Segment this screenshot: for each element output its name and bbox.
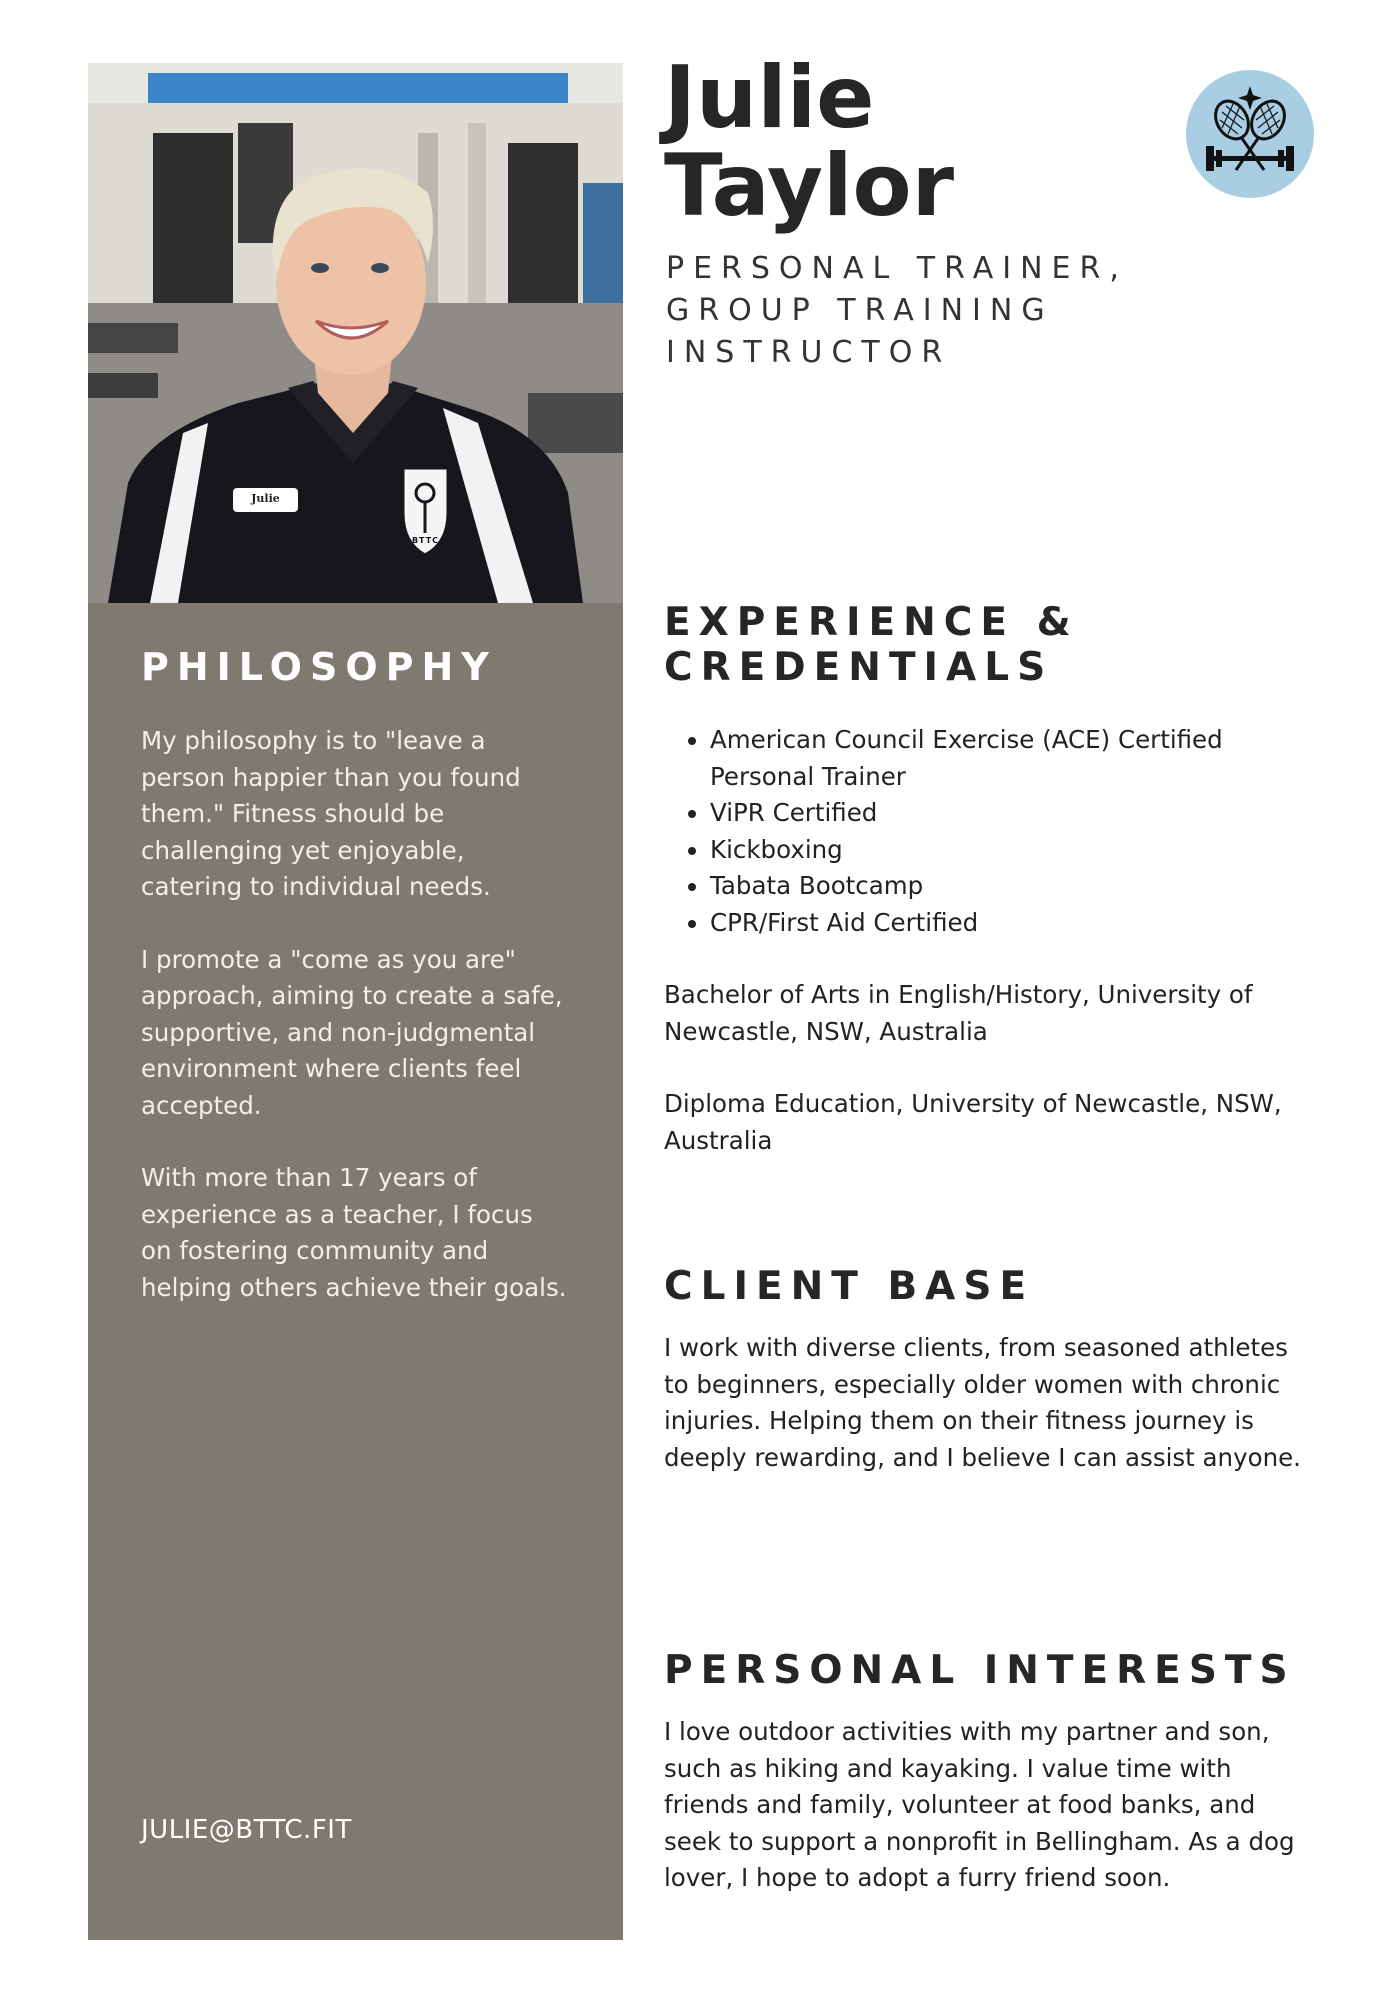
credential-item: • Tabata Bootcamp — [710, 868, 1314, 905]
credential-item: • CPR/First Aid Certified — [710, 905, 1314, 942]
job-title — [666, 248, 1266, 374]
philosophy-paragraph: I promote a "come as you are" approach, aiming to create a safe, supportive, and non-judgmental environment where clients feel accepted. — [141, 944, 563, 1120]
interests-paragraph: I love outdoor activities with my partner and son, such as hiking and kayaking. I value time with friends and family, volunteer at food banks, and seek to support a nonprofit in Bellingham. As a dog lover, I hope to adopt a furry friend soon. — [664, 1717, 1295, 1892]
credential-item: • Kickboxing — [710, 832, 1314, 869]
philosophy-text — [141, 723, 571, 1342]
shirt-badge: BTTC — [411, 536, 440, 545]
experience-heading-line: EXPERIENCE & — [664, 600, 1079, 645]
profile-photo — [88, 63, 623, 603]
job-title-line: INSTRUCTOR — [666, 335, 952, 370]
photo-name-tag: Julie — [251, 492, 280, 505]
education-item: Bachelor of Arts in English/History, University of Newcastle, NSW, Australia — [664, 980, 1253, 1046]
credential-item: • American Council Exercise (ACE) Certified Personal Trainer — [710, 722, 1314, 795]
last-name: Taylor — [664, 136, 954, 236]
education-item: Diploma Education, University of Newcastle, NSW, Australia — [664, 1089, 1282, 1155]
racquet-barbell-logo-icon — [1186, 70, 1314, 198]
philosophy-heading: PHILOSOPHY — [141, 645, 497, 689]
job-title-line: PERSONAL TRAINER, — [666, 251, 1128, 286]
client-base-paragraph: I work with diverse clients, from seasoned athletes to beginners, especially older women with chronic injuries. Helping them on their fitness journey is deeply rewarding, and I believe I can assist anyone. — [664, 1333, 1301, 1472]
client-base-heading: CLIENT BASE — [664, 1264, 1035, 1309]
person-name — [664, 48, 954, 236]
job-title-line: GROUP TRAINING — [666, 293, 1054, 328]
email-link[interactable]: JULIE@BTTC.FIT — [141, 1815, 352, 1845]
experience-heading-line: CREDENTIALS — [664, 645, 1054, 690]
experience-section — [664, 722, 1314, 1195]
client-base-text — [664, 1330, 1314, 1512]
philosophy-paragraph: My philosophy is to "leave a person happier than you found them." Fitness should be challenging yet enjoyable, catering to individual needs. — [141, 726, 521, 901]
credential-item: • ViPR Certified — [710, 795, 1314, 832]
interests-heading: PERSONAL INTERESTS — [664, 1648, 1296, 1693]
interests-text — [664, 1714, 1314, 1933]
sidebar — [88, 63, 623, 1940]
credentials-list — [664, 722, 1314, 941]
philosophy-paragraph: With more than 17 years of experience as a teacher, I focus on fostering community and helping others achieve their goals. — [141, 1163, 567, 1302]
first-name: Julie — [664, 48, 875, 148]
experience-heading — [664, 600, 1079, 690]
